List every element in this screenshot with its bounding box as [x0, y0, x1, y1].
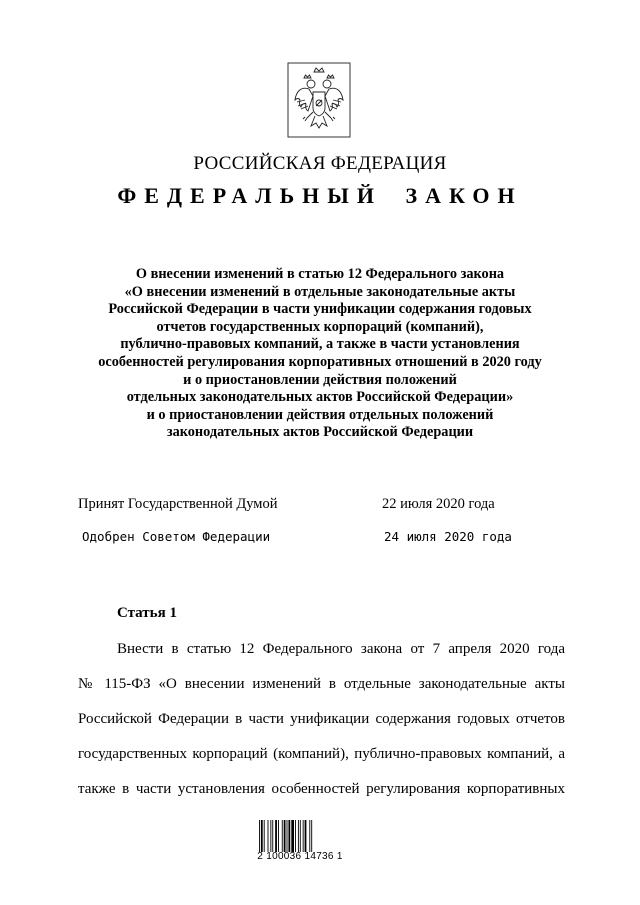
- article-text-line: также в части установления особенностей регулирования корпоративных: [78, 781, 565, 797]
- russian-coat-of-arms-icon: [287, 62, 351, 138]
- article-text-line: № 115-ФЗ «О внесении изменений в отдельные законодательные акты: [78, 676, 565, 692]
- article-heading: Статья 1: [117, 605, 177, 621]
- barcode-icon: [258, 820, 340, 852]
- barcode-number: 2 100036 14736 1: [257, 851, 343, 862]
- council-approved-date: 24 июля 2020 года: [384, 529, 512, 544]
- document-type: ФЕДЕРАЛЬНЫЙ ЗАКОН: [117, 183, 523, 208]
- title-line: законодательных актов Российской Федерации: [166, 424, 474, 441]
- title-line: отчетов государственных корпораций (компаний),: [156, 318, 484, 335]
- title-line: отдельных законодательных актов Российской Федерации»: [126, 389, 514, 406]
- title-line: Российской Федерации в части унификации содержания годовых: [108, 301, 532, 318]
- title-line: публично-правовых компаний, а также в части установления: [120, 336, 520, 353]
- country-name: РОССИЙСКАЯ ФЕДЕРАЦИЯ: [193, 153, 447, 174]
- article-text-line: Внести в статью 12 Федерального закона от 7 апреля 2020 года: [117, 641, 565, 657]
- law-title: [70, 266, 570, 442]
- article-text-line: Российской Федерации в части унификации содержания годовых отчетов: [78, 711, 565, 727]
- duma-adopted-date: 22 июля 2020 года: [382, 496, 495, 512]
- duma-adopted-label: Принят Государственной Думой: [78, 496, 278, 512]
- council-approved-label: Одобрен Советом Федерации: [82, 529, 271, 544]
- title-line: и о приостановлении действия отдельных положений: [146, 406, 494, 423]
- title-line: и о приостановлении действия положений: [183, 371, 457, 388]
- title-line: «О внесении изменений в отдельные законодательные акты: [124, 283, 516, 300]
- article-text-line: государственных корпораций (компаний), публично-правовых компаний, а: [78, 746, 565, 762]
- title-line: особенностей регулирования корпоративных отношений в 2020 году: [98, 353, 542, 370]
- title-line: О внесении изменений в статью 12 Федерального закона: [135, 266, 505, 282]
